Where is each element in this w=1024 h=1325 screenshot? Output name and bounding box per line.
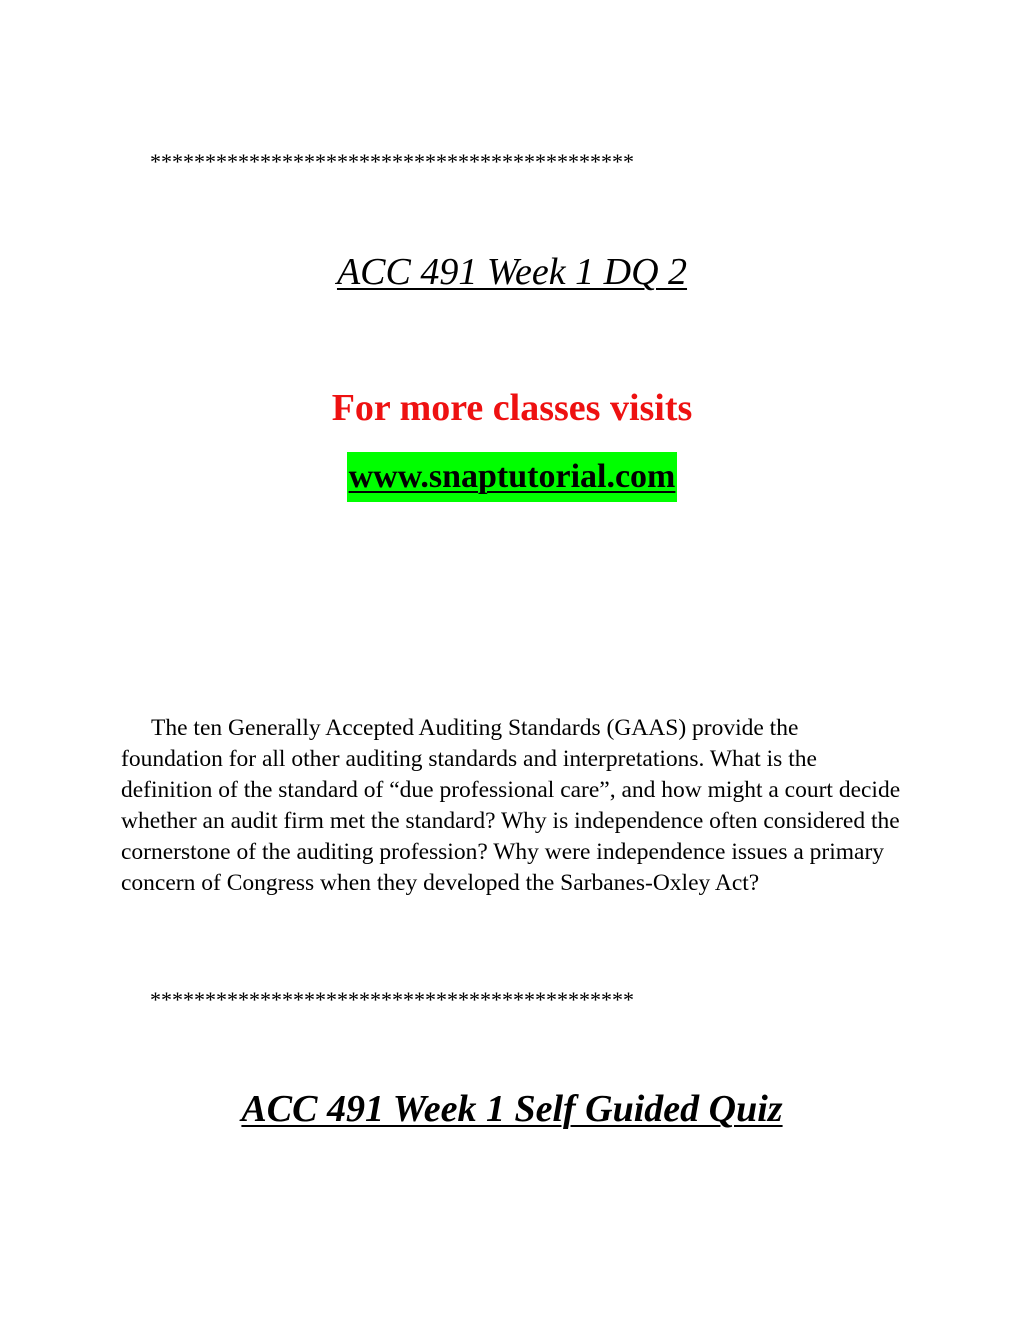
separator-bottom: ******************************************** — [150, 987, 634, 1012]
heading-week1-dq2: ACC 491 Week 1 DQ 2 — [336, 251, 688, 293]
site-link[interactable]: www.snaptutorial.com — [347, 452, 678, 502]
site-link-container — [0, 452, 1024, 502]
question-paragraph: The ten Generally Accepted Auditing Standards (GAAS) provide the foundation for all other auditing standards and interpretations. What is the definition of the standard of “due professional care”, and how might a court decide whether an audit firm met the standard? Why is independence often considered the cornerstone of the auditing profession? Why were independence issues a primary concern of Congress when they developed the Sarbanes-Oxley Act? — [121, 715, 901, 896]
separator-top: ******************************************** — [150, 149, 634, 174]
heading-week1-quiz: ACC 491 Week 1 Self Guided Quiz — [241, 1088, 783, 1130]
promo-text: For more classes visits — [331, 387, 693, 429]
